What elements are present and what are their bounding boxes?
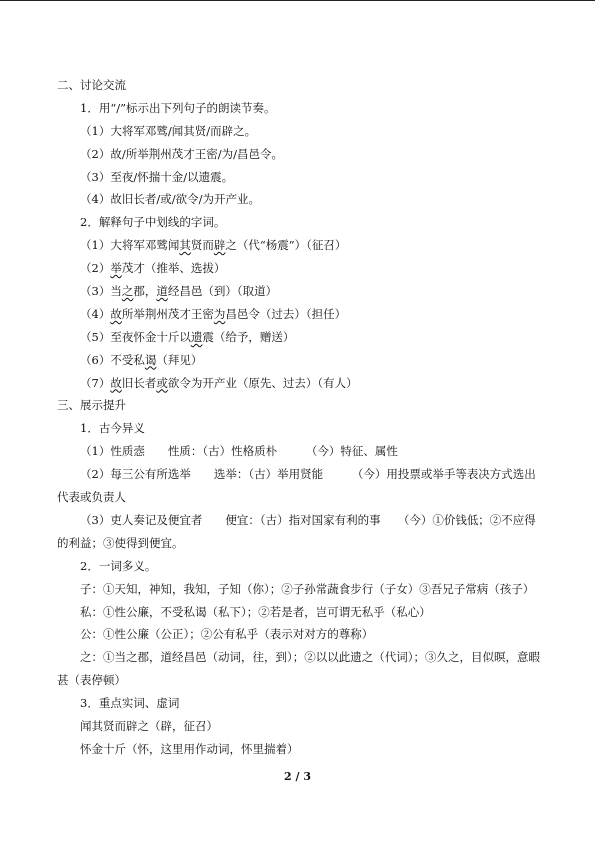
q2-text: （4） <box>80 306 111 321</box>
q2-text: 经昌邑（到）（取道） <box>167 284 278 299</box>
q2-marked-word: 故 <box>110 306 122 321</box>
q2-item <box>57 280 545 303</box>
p3-item: 怀金十斤（怀，这里用作动词，怀里揣着） <box>80 741 299 756</box>
q2-item <box>57 257 545 280</box>
p1-item: （2）每三公有所选举 选举：（古）举用贤能 （今）用投票或举手等表决方式选出代表或负责人 <box>57 467 536 505</box>
q2-text: （1）大将军邓骘闻 <box>80 238 180 253</box>
p2-item: 公：①性公廉（公正）；②公有私乎（表示对对方的尊称） <box>80 627 374 642</box>
q2-item <box>57 349 545 372</box>
q2-marked-word: 其 <box>179 238 191 253</box>
question-2-title: 2．解释句子中划线的字词。 <box>80 215 226 230</box>
q2-marked-word: 或 <box>156 375 168 390</box>
q2-text: 昌邑令（过去）（担任） <box>225 306 347 321</box>
q2-item <box>57 234 545 257</box>
q1-item: （4）故旧长者/或/欲令/为开产业。 <box>80 192 260 207</box>
part-2-title: 2．一词多义。 <box>80 558 157 573</box>
q2-marked-word: 举 <box>110 261 122 276</box>
part-1-title: 1．古今异义 <box>80 421 145 436</box>
section-title-discussion: 二、讨论交流 <box>57 78 126 92</box>
q2-text: （拜见） <box>156 352 203 367</box>
p2-item: 子：①天知，神知，我知，子知（你）；②子孙常蔬食步行（子女）③吾兄子常病（孩子） <box>80 581 535 596</box>
q2-marked-word: 遗 <box>190 329 203 344</box>
p1-item: （3）吏人奏记及便宜者 便宜：（古）指对国家有利的事 （今）①价钱低；②不应得的利益；③使得到便宜。 <box>57 512 536 550</box>
document-body <box>57 74 545 761</box>
q1-item: （1）大将军邓骘/闻其贤/而辟之。 <box>80 123 257 138</box>
q1-item: （3）至夜/怀揣十金/以遗震。 <box>80 169 234 184</box>
q2-text: （2） <box>80 261 111 276</box>
q2-text: （3）当 <box>80 284 122 299</box>
q2-item <box>57 303 545 326</box>
top-rule <box>0 0 595 1</box>
q2-text: 茂才（推举、选拔） <box>121 261 226 276</box>
p2-item: 私：①性公廉，不受私谒（私下）；②若是者，岂可谓无私乎（私心） <box>80 604 431 619</box>
q1-item: （2）故/所举荆州茂才王密/为/昌邑令。 <box>80 146 283 161</box>
question-1-title: 1．用“/”标示出下列句子的朗读节奏。 <box>80 100 276 115</box>
p3-item: 闻其贤而辟之（辟，征召） <box>80 719 218 734</box>
q2-marked-word: 道 <box>156 284 168 299</box>
q2-marked-word: 为 <box>213 306 226 321</box>
q2-item <box>57 372 545 395</box>
q2-text: 欲令为开产业（原先、过去）（有人） <box>167 375 358 390</box>
p1-item: （1）性质悫 性质：（古）性格质朴 （今）特征、属性 <box>80 444 398 459</box>
part-3-title: 3．重点实词、虚词 <box>80 696 180 711</box>
q2-text: 所举荆州茂才王密 <box>121 306 214 321</box>
page-number: 2 / 3 <box>284 770 311 783</box>
q2-text: （5）至夜怀金十斤以 <box>80 329 191 344</box>
q2-marked-word: 之 <box>121 284 134 299</box>
q2-text: 震（给予，赠送） <box>202 329 295 344</box>
q2-text: （6）不受私 <box>80 352 145 367</box>
q2-marked-word: 辟 <box>213 238 226 253</box>
q2-text: 之（代“杨震”）（征召） <box>225 238 347 253</box>
q2-text: 贤而 <box>190 238 214 253</box>
q2-text: 郡， <box>133 284 157 299</box>
q2-text: 旧长者 <box>121 375 157 390</box>
q2-text: （7） <box>80 375 111 390</box>
q2-item <box>57 326 545 349</box>
q2-marked-word: 故 <box>110 375 122 390</box>
q2-marked-word: 谒 <box>144 352 157 367</box>
p2-item: 之：①当之郡，道经昌邑（动词，往，到）；②以以此遗之（代词）；③久之，目似暝，意暇甚（表停顿） <box>57 650 540 688</box>
section-title-show: 三、展示提升 <box>57 398 126 413</box>
